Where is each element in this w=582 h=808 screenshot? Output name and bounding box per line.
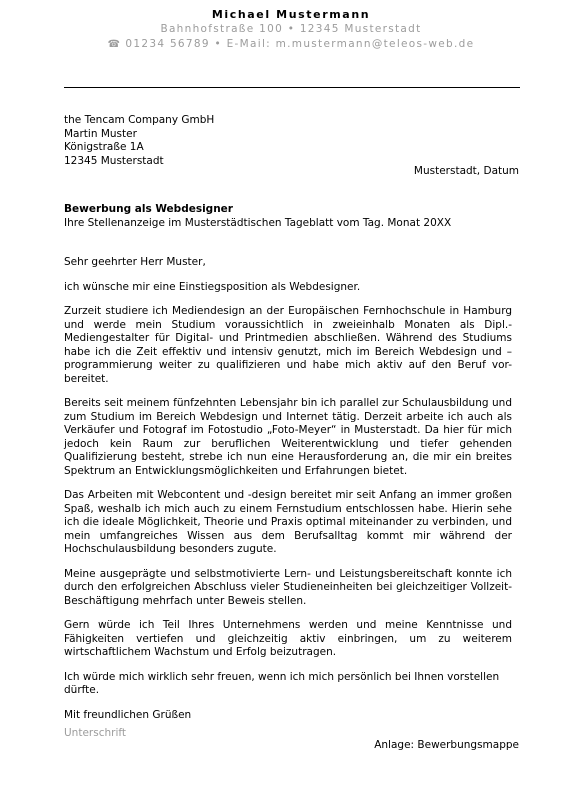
sender-name: Michael Mustermann (211, 8, 371, 21)
subject-title: Bewerbung als Webdesigner (64, 203, 233, 215)
subject-reference: Ihre Stellenanzeige im Musterstädtischen Tageblatt vom Tag. Monat 20XX (64, 216, 452, 229)
enclosure-note: Anlage: Bewerbungsmappe (374, 739, 519, 751)
paragraph-interview: Ich würde mich wirklich sehr freuen, wenn ich mich persönlich bei Ihnen vorstellen dürfte. (64, 670, 500, 696)
sender-contact: 01234 56789 • E-Mail: m.mustermann@teleos-web.de (125, 38, 475, 50)
paragraph-motivation: Das Arbeiten mit Webcontent und -design bereitet mir seit Anfang an immer großen Spaß, weshalb ich mich auch zu einem Fernstudium entschlossen habe. Hierin sehe ich die ideale Möglichkeit, Theorie und Praxis optimal miteinander zu verbinden, und mein umfangreiches Wissen aus dem Berufsalltag kommt mir während der Hochschulausbildung besonders zugute. (64, 489, 512, 555)
paragraph-goal: Gern würde ich Teil Ihres Unternehmens werden und meine Kenntnisse und Fähigkeiten vertiefen und gleichzeitig aktiv einbringen, um zu weiterem wirtschaftlichem Wachstum und Erfolg beizutragen. (64, 619, 512, 658)
recipient-block (64, 114, 214, 168)
paragraph-commitment: Meine ausgeprägte und selbstmotivierte Lern- und Leistungsbereitschaft konnte ich durch den erfolgreichen Abschluss vieler Studieneinheiten bei gleichzeitiger Vollzeit-Beschäftigung mehrfach unter Beweis stellen. (64, 567, 512, 607)
recipient-street: Königstraße 1A (64, 141, 144, 153)
signature-placeholder: Unterschrift (64, 727, 126, 739)
header-divider (64, 87, 520, 88)
phone-icon: ☎ (107, 39, 122, 50)
recipient-company: the Tencam Company GmbH (64, 114, 215, 126)
letter-body (64, 256, 512, 733)
letterhead (0, 0, 582, 52)
paragraph-studies: Zurzeit studiere ich Mediendesign an der Europäischen Fernhochschule in Hamburg und werde mein Studium voraussichtlich in zweieinhalb Monaten als Dipl.-Mediengestalter für Digital- und Printmedien abschließen. Während des Studiums habe ich die Zeit effektiv und intensiv genutzt, mich im Bereich Webdesign und – programmierung weiter zu qualifizieren und habe mich aktiv auf den Beruf vor-bereitet. (64, 305, 512, 385)
closing: Mit freundlichen Grüßen (64, 708, 192, 721)
recipient-city: 12345 Musterstadt (64, 154, 164, 167)
place-date: Musterstadt, Datum (413, 165, 519, 177)
sender-contact-line (0, 37, 582, 52)
sender-address: Bahnhofstraße 100 • 12345 Musterstadt (160, 23, 422, 35)
salutation: Sehr geehrter Herr Muster, (64, 256, 206, 268)
recipient-person: Martin Muster (64, 127, 137, 140)
intro-paragraph: ich wünsche mir eine Einstiegsposition als Webdesigner. (64, 280, 361, 293)
subject-block (64, 203, 524, 230)
paragraph-experience: Bereits seit meinem fünfzehnten Lebensjahr bin ich parallel zur Schulausbildung und zum Studium im Bereich Webdesign und Internet tätig. Derzeit arbeite ich auch als Verkäufer und Fotograf im Fotostudio „Foto-Meyer“ in Musterstadt. Da hier für mich jedoch kein Raum zur beruflichen Weiterentwicklung und tiefer gehenden Qualifizierung besteht, strebe ich nun eine Herausforderung an, die mir ein breites Spektrum an Entwicklungsmöglichkeiten und Erfahrungen bietet. (64, 397, 512, 477)
